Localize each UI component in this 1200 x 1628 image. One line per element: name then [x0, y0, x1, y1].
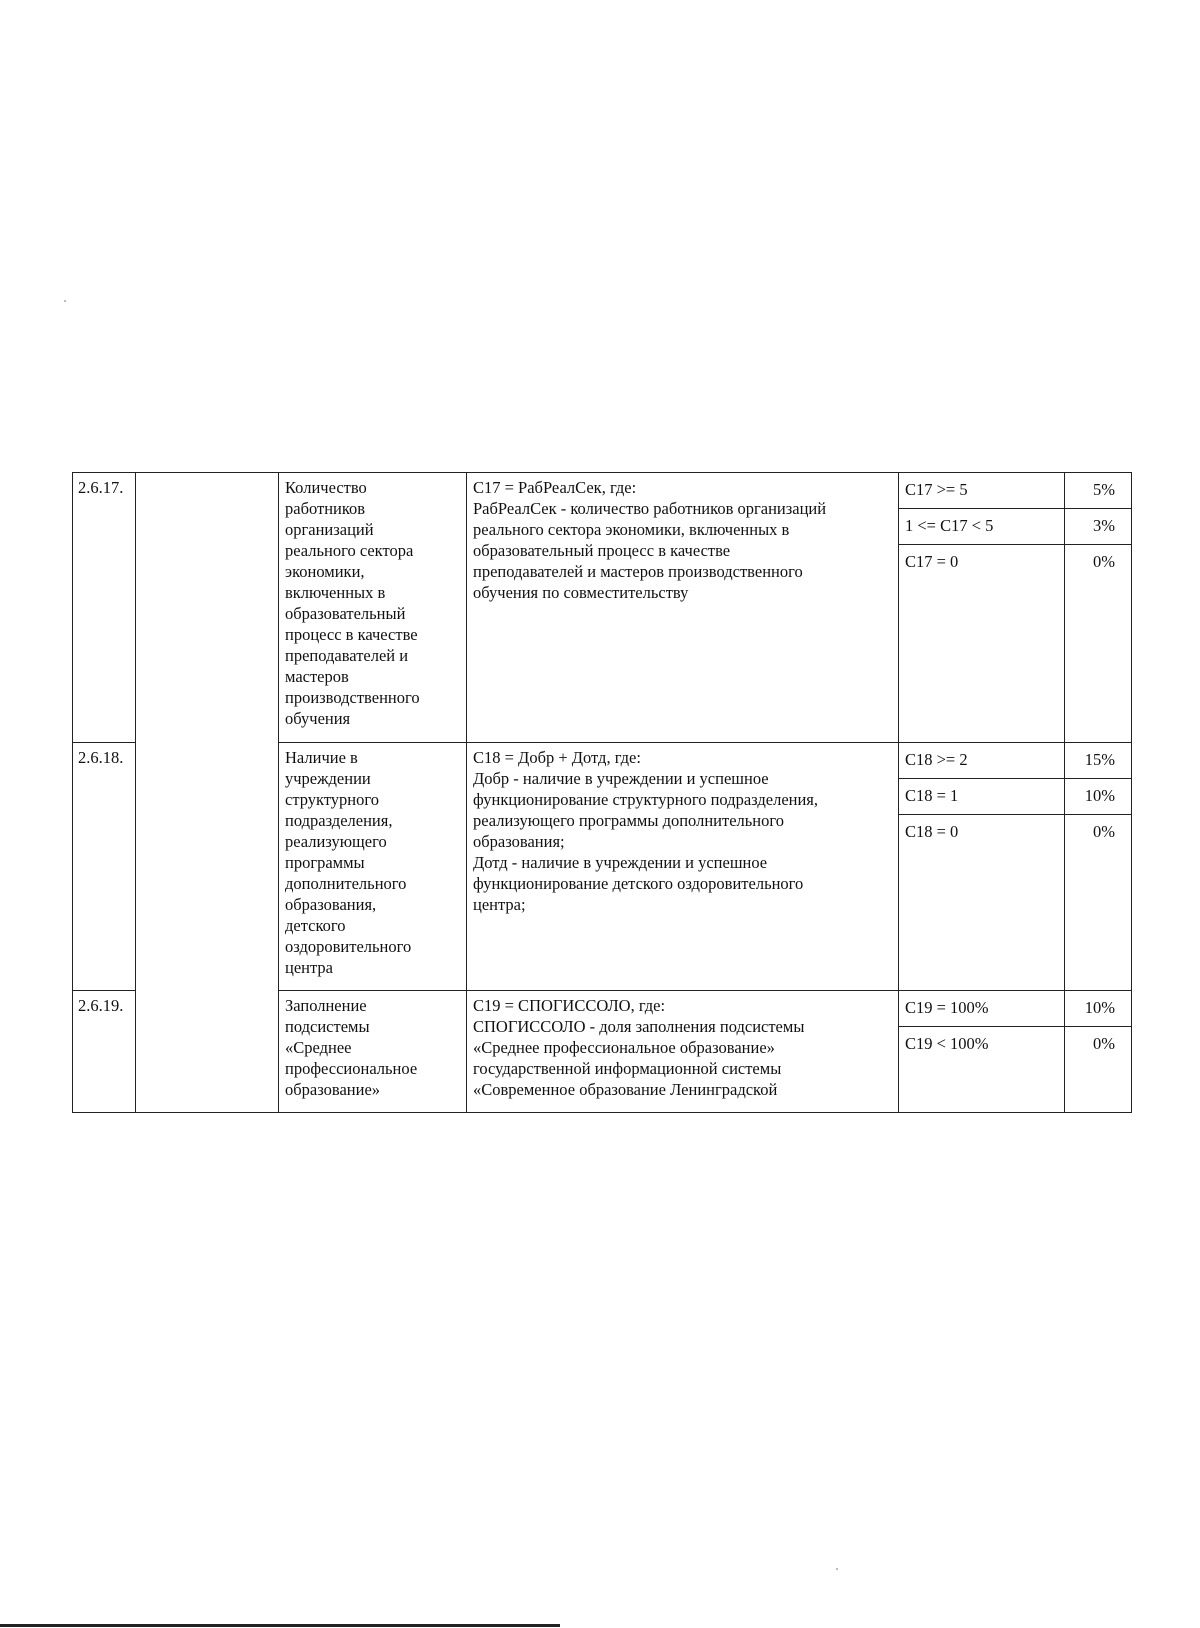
percent-value: 0%	[1093, 822, 1115, 841]
condition: С19 < 100%	[905, 1034, 989, 1053]
condition-list	[899, 473, 1065, 743]
condition-list	[899, 991, 1065, 1113]
indicator-formula: С19 = СПОГИССОЛО, где: СПОГИССОЛО - доля заполнения подсистемы «Среднее профессиональное образование» государственной информационной системы «Современное образование Ленинградской	[467, 991, 899, 1113]
indicator-formula: С17 = РабРеалСек, где: РабРеалСек - количество работников организаций реального сектора экономики, включенных в образовательный процесс в качестве преподавателей и мастеров производственного обучения по совместительству	[467, 473, 899, 743]
percent-value: 0%	[1093, 1034, 1115, 1053]
percent-list	[1065, 473, 1132, 743]
condition-list	[899, 743, 1065, 991]
indicator-name: Количество работников организаций реального сектора экономики, включенных в образовательный процесс в качестве преподавателей и мастеров производственного обучения	[279, 473, 467, 743]
percent-list	[1065, 991, 1132, 1113]
percent-value: 10%	[1065, 779, 1131, 815]
condition: С17 = 0	[905, 552, 959, 571]
row-number: 2.6.19.	[73, 991, 136, 1113]
scan-speck	[836, 1568, 838, 1570]
scan-edge-line	[0, 1624, 560, 1627]
percent-value: 15%	[1065, 743, 1131, 779]
row-number: 2.6.17.	[73, 473, 136, 743]
condition: С18 >= 2	[899, 743, 1064, 779]
condition: С18 = 1	[899, 779, 1064, 815]
indicator-name: Наличие в учреждении структурного подразделения, реализующего программы дополнительного образования, детского оздоровительного центра	[279, 743, 467, 991]
percent-list	[1065, 743, 1132, 991]
scan-speck	[64, 300, 66, 302]
percent-value: 3%	[1065, 509, 1131, 545]
indicator-formula: С18 = Добр + Дотд, где: Добр - наличие в учреждении и успешное функционирование структурного подразделения, реализующего программы дополнительного образования; Дотд - наличие в учреждении и успешное функционирование детского оздоровительного центра;	[467, 743, 899, 991]
condition: 1 <= С17 < 5	[899, 509, 1064, 545]
percent-value: 0%	[1093, 552, 1115, 571]
table-row	[73, 473, 1132, 743]
condition: С19 = 100%	[899, 991, 1064, 1027]
row-number: 2.6.18.	[73, 743, 136, 991]
percent-value: 5%	[1065, 473, 1131, 509]
criteria-table	[72, 472, 1132, 1113]
condition: С17 >= 5	[899, 473, 1064, 509]
empty-column	[136, 473, 279, 1113]
percent-value: 10%	[1065, 991, 1131, 1027]
indicator-name: Заполнение подсистемы «Среднее профессиональное образование»	[279, 991, 467, 1113]
condition: С18 = 0	[905, 822, 959, 841]
